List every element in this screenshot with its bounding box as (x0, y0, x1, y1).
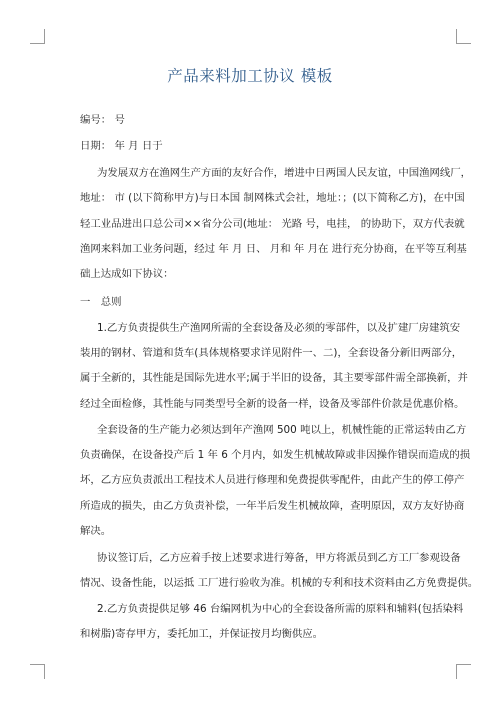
document-title: 产品来料加工协议 模板 (167, 67, 333, 85)
doc-line: 地址： 市 (以下简称甲方)与日本国 制网株式会社，地址：；(以下简称乙方)，在中国 (80, 192, 465, 204)
doc-line: 协议签订后，乙方应着手按上述要求进行筹备，甲方将派员到乙方工厂参观设备 (97, 552, 461, 564)
doc-line: 轻工业品进出口总公司××省分公司(地址： 光路 号，电挂， 的协助下，双方代表就 (80, 218, 465, 230)
doc-line-number: 编号： 号 (80, 114, 125, 126)
doc-line: 坏，乙方应负责派出工程技术人员进行修理和免费提供零配件，由此产生的停工停产 (80, 474, 465, 486)
doc-line: 负责确保，在设备投产后 1 年 6 个月内，如发生机械故障或非因操作错误而造成的损 (80, 449, 471, 461)
doc-line: 情况、设备性能，以运抵 工厂进行验收为准。机械的专利和技术资料由乙方免费提供。 (80, 577, 479, 589)
crop-mark-bottom-left (30, 664, 45, 679)
doc-line: 解决。 (80, 525, 112, 537)
doc-line: 装用的钢材、管道和货车(具体规格要求详见附件一、二)，全套设备分新旧两部分， (80, 347, 463, 359)
doc-line: 为发展双方在渔网生产方面的友好合作，增进中日两国人民友谊，中国渔网线厂， (97, 167, 472, 179)
doc-line: 全套设备的生产能力必须达到年产渔网 500 吨以上，机械性能的正常运转由乙方 (97, 424, 467, 436)
crop-mark-bottom-right (456, 664, 471, 679)
crop-mark-top-right (456, 29, 471, 44)
doc-line: 属于全新的，其性能是国际先进水平;属于半旧的设备，其主要零部件需全部换新，并 (80, 372, 468, 384)
doc-line: 所造成的损失，由乙方负责补偿，一年半后发生机械故障，查明原因，双方友好协商 (80, 500, 465, 512)
doc-line: 经过全面检修，其性能与同类型号全新的设备一样，设备及零部件价款是优惠价格。 (80, 398, 465, 410)
doc-line: 1.乙方负责提供生产渔网所需的全套设备及必须的零部件，以及扩建厂房建筑安 (97, 322, 461, 334)
doc-line: 2.乙方负责提供足够 46 台编网机为中心的全套设备所需的原料和辅料(包括染料 (97, 603, 464, 615)
doc-line-date: 日期： 年 月 日于 (80, 140, 163, 152)
doc-line: 和树脂)寄存甲方，委托加工，并保证按月均衡供应。 (80, 628, 324, 640)
section-heading: 一 总则 (80, 296, 122, 308)
crop-mark-top-left (30, 29, 45, 44)
doc-line: 渔网来料加工业务问题，经过 年 月 日、 月和 年 月在 进行充分协商，在平等互利基 (80, 243, 467, 255)
doc-line: 础上达成如下协议： (80, 268, 174, 280)
